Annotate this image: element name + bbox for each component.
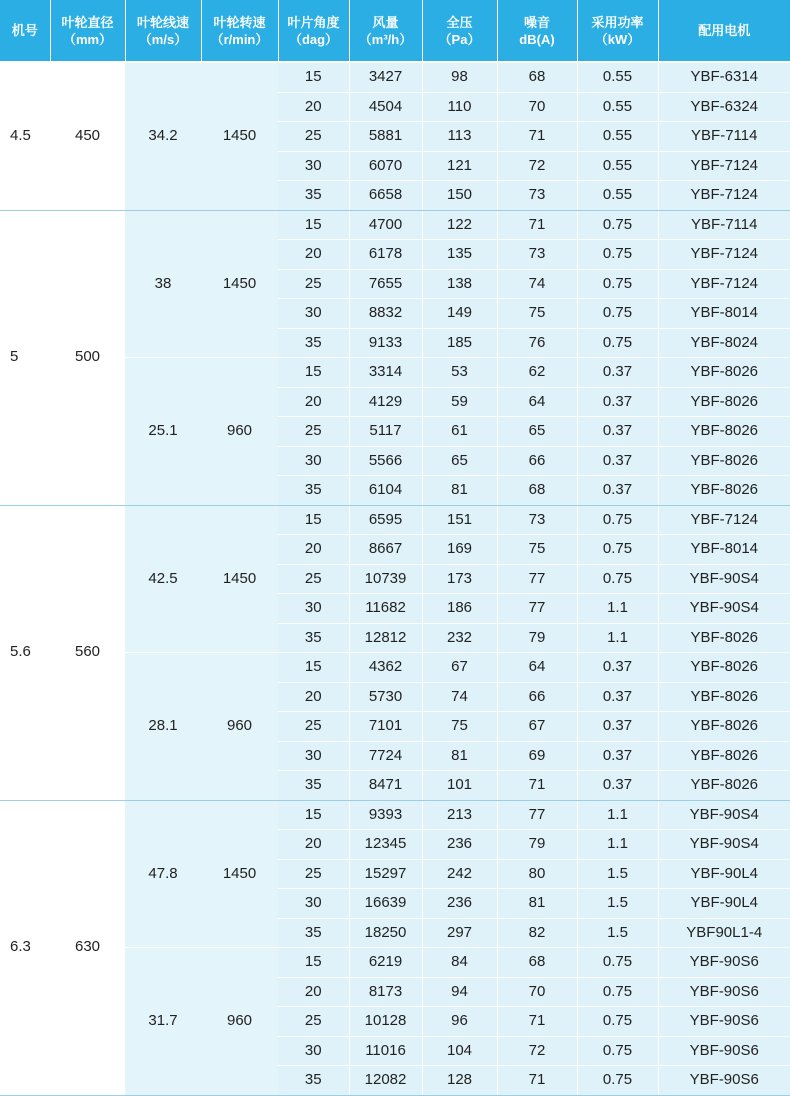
motor-cell: YBF-90S6: [658, 948, 790, 978]
noise-cell: 70: [497, 92, 577, 122]
motor-cell: YBF-8026: [658, 417, 790, 447]
blade-angle-cell: 20: [278, 977, 349, 1007]
rotation-speed-cell: 960: [201, 653, 278, 801]
total-pressure-cell: 151: [422, 505, 497, 535]
noise-cell: 68: [497, 948, 577, 978]
noise-cell: 71: [497, 122, 577, 152]
air-volume-cell: 6178: [349, 240, 422, 270]
blade-angle-cell: 15: [278, 505, 349, 535]
total-pressure-cell: 297: [422, 918, 497, 948]
blade-angle-cell: 25: [278, 564, 349, 594]
header-line-speed-line: 叶轮线速: [136, 14, 189, 30]
power-cell: 0.55: [577, 122, 658, 152]
motor-cell: YBF-8026: [658, 387, 790, 417]
total-pressure-cell: 81: [422, 741, 497, 771]
power-cell: 0.37: [577, 446, 658, 476]
blade-angle-cell: 30: [278, 1036, 349, 1066]
power-cell: 0.75: [577, 1007, 658, 1037]
total-pressure-cell: 81: [422, 476, 497, 506]
noise-cell: 73: [497, 505, 577, 535]
air-volume-cell: 7101: [349, 712, 422, 742]
blade-angle-cell: 30: [278, 299, 349, 329]
air-volume-cell: 6595: [349, 505, 422, 535]
blade-angle-cell: 30: [278, 151, 349, 181]
motor-cell: YBF-90S4: [658, 594, 790, 624]
machine-no-cell: 5.6: [0, 505, 50, 800]
total-pressure-cell: 242: [422, 859, 497, 889]
impeller-diameter-cell: 630: [50, 800, 125, 1095]
air-volume-cell: 8173: [349, 977, 422, 1007]
header-machine-no: [0, 0, 50, 62]
total-pressure-cell: 65: [422, 446, 497, 476]
total-pressure-cell: 104: [422, 1036, 497, 1066]
motor-cell: YBF-8026: [658, 682, 790, 712]
table-row: [0, 210, 790, 240]
total-pressure-cell: 173: [422, 564, 497, 594]
motor-cell: YBF-8026: [658, 358, 790, 388]
motor-cell: YBF-6324: [658, 92, 790, 122]
noise-cell: 64: [497, 653, 577, 683]
line-speed-cell: 47.8: [125, 800, 201, 948]
table-row: [0, 505, 790, 535]
motor-cell: YBF-8026: [658, 653, 790, 683]
total-pressure-cell: 96: [422, 1007, 497, 1037]
motor-cell: YBF-90S4: [658, 800, 790, 830]
table-row: [0, 62, 790, 92]
line-speed-cell: 28.1: [125, 653, 201, 801]
noise-cell: 71: [497, 1007, 577, 1037]
motor-cell: YBF-90L4: [658, 889, 790, 919]
total-pressure-cell: 185: [422, 328, 497, 358]
header-total-pressure-line: 全压: [446, 14, 473, 30]
table-body: [0, 62, 790, 1095]
power-cell: 0.75: [577, 240, 658, 270]
blade-angle-cell: 15: [278, 800, 349, 830]
rotation-speed-cell: 960: [201, 358, 278, 506]
blade-angle-cell: 25: [278, 1007, 349, 1037]
noise-cell: 79: [497, 830, 577, 860]
header-power-line: （kW）: [594, 31, 641, 47]
power-cell: 0.75: [577, 210, 658, 240]
air-volume-cell: 12082: [349, 1066, 422, 1096]
header-impeller-diameter-line: 叶轮直径: [61, 14, 114, 30]
motor-cell: YBF-7114: [658, 122, 790, 152]
power-cell: 0.37: [577, 712, 658, 742]
total-pressure-cell: 67: [422, 653, 497, 683]
machine-no-cell: 4.5: [0, 62, 50, 210]
air-volume-cell: 5566: [349, 446, 422, 476]
header-total-pressure-line: （Pa）: [438, 31, 481, 47]
air-volume-cell: 5730: [349, 682, 422, 712]
noise-cell: 77: [497, 564, 577, 594]
air-volume-cell: 9133: [349, 328, 422, 358]
total-pressure-cell: 61: [422, 417, 497, 447]
power-cell: 0.75: [577, 269, 658, 299]
blade-angle-cell: 20: [278, 682, 349, 712]
air-volume-cell: 5881: [349, 122, 422, 152]
total-pressure-cell: 128: [422, 1066, 497, 1096]
blade-angle-cell: 15: [278, 948, 349, 978]
total-pressure-cell: 110: [422, 92, 497, 122]
machine-no-cell: 6.3: [0, 800, 50, 1095]
noise-cell: 62: [497, 358, 577, 388]
line-speed-cell: 42.5: [125, 505, 201, 653]
header-line-speed-line: （m/s）: [138, 31, 188, 47]
power-cell: 1.1: [577, 830, 658, 860]
air-volume-cell: 18250: [349, 918, 422, 948]
noise-cell: 65: [497, 417, 577, 447]
motor-cell: YBF-7124: [658, 151, 790, 181]
air-volume-cell: 4129: [349, 387, 422, 417]
header-motor-line: 配用电机: [698, 23, 751, 38]
header-machine-no-line: 机号: [11, 23, 38, 38]
air-volume-cell: 8832: [349, 299, 422, 329]
power-cell: 0.75: [577, 505, 658, 535]
air-volume-cell: 3427: [349, 62, 422, 92]
total-pressure-cell: 169: [422, 535, 497, 565]
header-rotation-speed: [201, 0, 278, 62]
total-pressure-cell: 213: [422, 800, 497, 830]
power-cell: 0.75: [577, 299, 658, 329]
blade-angle-cell: 25: [278, 269, 349, 299]
total-pressure-cell: 236: [422, 889, 497, 919]
noise-cell: 69: [497, 741, 577, 771]
motor-cell: YBF-8014: [658, 299, 790, 329]
power-cell: 0.37: [577, 771, 658, 801]
header-line-speed: [125, 0, 201, 62]
power-cell: 0.75: [577, 535, 658, 565]
blade-angle-cell: 20: [278, 830, 349, 860]
power-cell: 1.1: [577, 800, 658, 830]
line-speed-cell: 31.7: [125, 948, 201, 1096]
motor-cell: YBF-90S6: [658, 1007, 790, 1037]
power-cell: 0.75: [577, 977, 658, 1007]
power-cell: 1.1: [577, 594, 658, 624]
motor-cell: YBF-8026: [658, 771, 790, 801]
noise-cell: 66: [497, 446, 577, 476]
impeller-diameter-cell: 560: [50, 505, 125, 800]
line-speed-cell: 34.2: [125, 62, 201, 210]
power-cell: 1.5: [577, 859, 658, 889]
air-volume-cell: 6104: [349, 476, 422, 506]
noise-cell: 72: [497, 151, 577, 181]
header-air-volume-line: 风量: [372, 14, 399, 30]
power-cell: 0.75: [577, 948, 658, 978]
total-pressure-cell: 84: [422, 948, 497, 978]
noise-cell: 71: [497, 771, 577, 801]
air-volume-cell: 4700: [349, 210, 422, 240]
table-row: [0, 800, 790, 830]
motor-cell: YBF-8026: [658, 623, 790, 653]
noise-cell: 79: [497, 623, 577, 653]
air-volume-cell: 6658: [349, 181, 422, 211]
blade-angle-cell: 35: [278, 328, 349, 358]
motor-cell: YBF-90S6: [658, 1066, 790, 1096]
noise-cell: 68: [497, 62, 577, 92]
air-volume-cell: 11016: [349, 1036, 422, 1066]
power-cell: 0.75: [577, 328, 658, 358]
power-cell: 0.55: [577, 62, 658, 92]
blade-angle-cell: 30: [278, 741, 349, 771]
machine-no-cell: 5: [0, 210, 50, 505]
blade-angle-cell: 25: [278, 122, 349, 152]
total-pressure-cell: 101: [422, 771, 497, 801]
header-motor: [658, 0, 790, 62]
power-cell: 0.37: [577, 417, 658, 447]
air-volume-cell: 7724: [349, 741, 422, 771]
blade-angle-cell: 35: [278, 918, 349, 948]
power-cell: 0.37: [577, 387, 658, 417]
noise-cell: 73: [497, 181, 577, 211]
motor-cell: YBF-8026: [658, 476, 790, 506]
air-volume-cell: 15297: [349, 859, 422, 889]
header-noise-line: 噪音: [523, 14, 550, 30]
noise-cell: 70: [497, 977, 577, 1007]
air-volume-cell: 4504: [349, 92, 422, 122]
noise-cell: 81: [497, 889, 577, 919]
noise-cell: 76: [497, 328, 577, 358]
motor-cell: YBF-7124: [658, 181, 790, 211]
header-total-pressure: [422, 0, 497, 62]
header-rotation-speed-line: （r/min）: [210, 31, 269, 47]
total-pressure-cell: 74: [422, 682, 497, 712]
power-cell: 0.37: [577, 653, 658, 683]
total-pressure-cell: 149: [422, 299, 497, 329]
total-pressure-cell: 113: [422, 122, 497, 152]
air-volume-cell: 7655: [349, 269, 422, 299]
noise-cell: 67: [497, 712, 577, 742]
total-pressure-cell: 135: [422, 240, 497, 270]
noise-cell: 71: [497, 1066, 577, 1096]
power-cell: 0.55: [577, 181, 658, 211]
power-cell: 0.55: [577, 92, 658, 122]
table-header-row: [0, 0, 790, 62]
noise-cell: 73: [497, 240, 577, 270]
blade-angle-cell: 30: [278, 889, 349, 919]
noise-cell: 77: [497, 594, 577, 624]
motor-cell: YBF-8024: [658, 328, 790, 358]
header-air-volume: [349, 0, 422, 62]
total-pressure-cell: 75: [422, 712, 497, 742]
total-pressure-cell: 94: [422, 977, 497, 1007]
motor-cell: YBF-8026: [658, 446, 790, 476]
blade-angle-cell: 20: [278, 92, 349, 122]
header-impeller-diameter-line: （mm）: [62, 31, 113, 47]
power-cell: 0.75: [577, 1066, 658, 1096]
blade-angle-cell: 20: [278, 387, 349, 417]
total-pressure-cell: 150: [422, 181, 497, 211]
power-cell: 0.37: [577, 476, 658, 506]
noise-cell: 72: [497, 1036, 577, 1066]
blade-angle-cell: 35: [278, 181, 349, 211]
blade-angle-cell: 25: [278, 712, 349, 742]
total-pressure-cell: 186: [422, 594, 497, 624]
impeller-diameter-cell: 450: [50, 62, 125, 210]
air-volume-cell: 9393: [349, 800, 422, 830]
air-volume-cell: 12345: [349, 830, 422, 860]
rotation-speed-cell: 960: [201, 948, 278, 1096]
rotation-speed-cell: 1450: [201, 62, 278, 210]
power-cell: 0.37: [577, 741, 658, 771]
air-volume-cell: 8667: [349, 535, 422, 565]
header-impeller-diameter: [50, 0, 125, 62]
air-volume-cell: 10128: [349, 1007, 422, 1037]
motor-cell: YBF-7114: [658, 210, 790, 240]
header-power: [577, 0, 658, 62]
motor-cell: YBF-90S6: [658, 977, 790, 1007]
total-pressure-cell: 98: [422, 62, 497, 92]
total-pressure-cell: 59: [422, 387, 497, 417]
blade-angle-cell: 15: [278, 210, 349, 240]
power-cell: 1.5: [577, 918, 658, 948]
line-speed-cell: 25.1: [125, 358, 201, 506]
noise-cell: 77: [497, 800, 577, 830]
noise-cell: 64: [497, 387, 577, 417]
noise-cell: 80: [497, 859, 577, 889]
header-power-line: 采用功率: [591, 14, 644, 30]
total-pressure-cell: 232: [422, 623, 497, 653]
noise-cell: 68: [497, 476, 577, 506]
noise-cell: 74: [497, 269, 577, 299]
header-rotation-speed-line: 叶轮转速: [213, 14, 266, 30]
air-volume-cell: 3314: [349, 358, 422, 388]
power-cell: 0.37: [577, 358, 658, 388]
noise-cell: 82: [497, 918, 577, 948]
noise-cell: 71: [497, 210, 577, 240]
motor-cell: YBF90L1-4: [658, 918, 790, 948]
blade-angle-cell: 20: [278, 535, 349, 565]
header-blade-angle-line: 叶片角度: [287, 14, 340, 30]
blade-angle-cell: 35: [278, 1066, 349, 1096]
air-volume-cell: 16639: [349, 889, 422, 919]
power-cell: 0.55: [577, 151, 658, 181]
blade-angle-cell: 35: [278, 623, 349, 653]
noise-cell: 75: [497, 299, 577, 329]
air-volume-cell: 4362: [349, 653, 422, 683]
power-cell: 1.5: [577, 889, 658, 919]
total-pressure-cell: 236: [422, 830, 497, 860]
motor-cell: YBF-7124: [658, 240, 790, 270]
motor-cell: YBF-7124: [658, 269, 790, 299]
blade-angle-cell: 25: [278, 859, 349, 889]
header-air-volume-line: （m³/h）: [358, 31, 413, 47]
blade-angle-cell: 35: [278, 476, 349, 506]
blade-angle-cell: 30: [278, 594, 349, 624]
air-volume-cell: 12812: [349, 623, 422, 653]
header-blade-angle: [278, 0, 349, 62]
motor-cell: YBF-8014: [658, 535, 790, 565]
motor-cell: YBF-90S4: [658, 564, 790, 594]
air-volume-cell: 10739: [349, 564, 422, 594]
total-pressure-cell: 122: [422, 210, 497, 240]
motor-cell: YBF-8026: [658, 712, 790, 742]
total-pressure-cell: 53: [422, 358, 497, 388]
air-volume-cell: 11682: [349, 594, 422, 624]
blade-angle-cell: 35: [278, 771, 349, 801]
total-pressure-cell: 138: [422, 269, 497, 299]
line-speed-cell: 38: [125, 210, 201, 358]
blade-angle-cell: 15: [278, 358, 349, 388]
motor-cell: YBF-90S4: [658, 830, 790, 860]
power-cell: 0.37: [577, 682, 658, 712]
header-blade-angle-line: （dag）: [288, 31, 339, 47]
motor-cell: YBF-8026: [658, 741, 790, 771]
total-pressure-cell: 121: [422, 151, 497, 181]
impeller-diameter-cell: 500: [50, 210, 125, 505]
blade-angle-cell: 20: [278, 240, 349, 270]
air-volume-cell: 6070: [349, 151, 422, 181]
header-noise: [497, 0, 577, 62]
blade-angle-cell: 25: [278, 417, 349, 447]
rotation-speed-cell: 1450: [201, 800, 278, 948]
rotation-speed-cell: 1450: [201, 210, 278, 358]
power-cell: 1.1: [577, 623, 658, 653]
motor-cell: YBF-7124: [658, 505, 790, 535]
power-cell: 0.75: [577, 564, 658, 594]
motor-cell: YBF-90S6: [658, 1036, 790, 1066]
blade-angle-cell: 15: [278, 653, 349, 683]
noise-cell: 75: [497, 535, 577, 565]
motor-cell: YBF-6314: [658, 62, 790, 92]
power-cell: 0.75: [577, 1036, 658, 1066]
rotation-speed-cell: 1450: [201, 505, 278, 653]
air-volume-cell: 8471: [349, 771, 422, 801]
air-volume-cell: 6219: [349, 948, 422, 978]
noise-cell: 66: [497, 682, 577, 712]
air-volume-cell: 5117: [349, 417, 422, 447]
motor-cell: YBF-90L4: [658, 859, 790, 889]
blade-angle-cell: 15: [278, 62, 349, 92]
header-noise-line: dB(A): [519, 31, 555, 47]
blade-angle-cell: 30: [278, 446, 349, 476]
